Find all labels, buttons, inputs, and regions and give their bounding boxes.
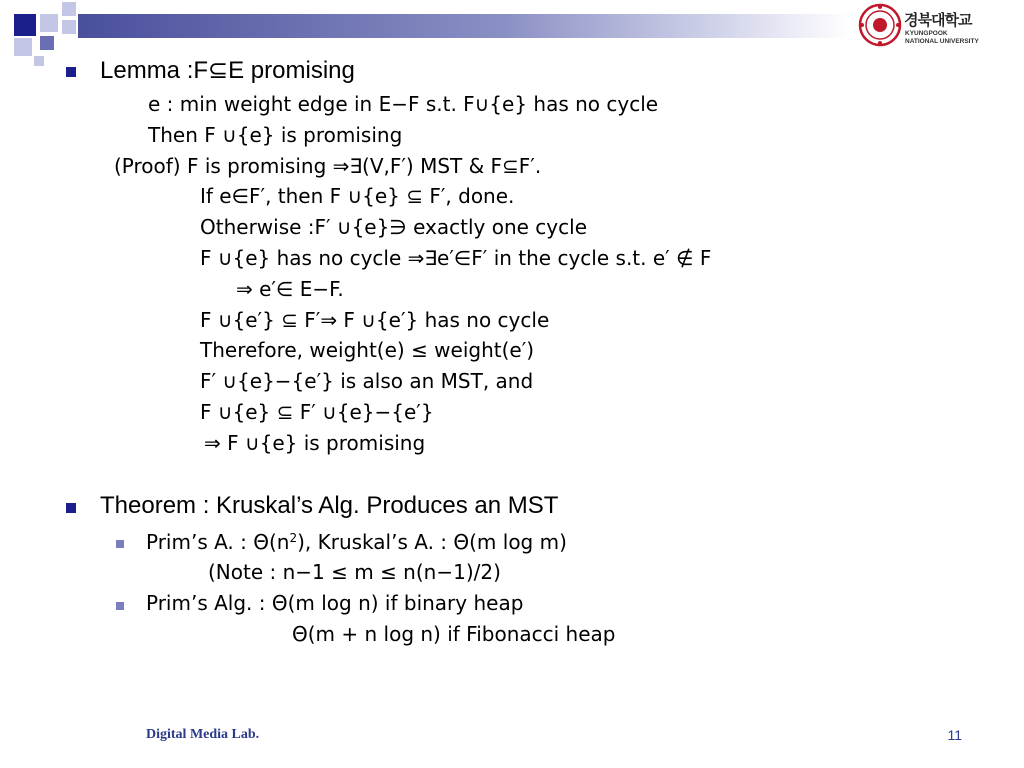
- proof-line: F ∪{e′} ⊆ F′⇒ F ∪{e′} has no cycle: [200, 308, 550, 332]
- university-logo: [858, 3, 978, 49]
- theorem-heading: Theorem : Kruskal’s Alg. Produces an MST: [100, 492, 559, 519]
- page-number: 11: [947, 727, 962, 743]
- proof-line: F ∪{e} ⊆ F′ ∪{e}−{e′}: [200, 400, 434, 424]
- proof-line: (Proof) F is promising ⇒∃(V,F′) MST & F⊆F′.: [114, 154, 542, 178]
- header-square: [14, 38, 32, 56]
- logo-english-name-line2: NATIONAL UNIVERSITY: [905, 38, 979, 45]
- proof-line: Therefore, weight(e) ≤ weight(e′): [200, 338, 535, 362]
- header-gradient-bar: [78, 14, 850, 38]
- proof-line: F ∪{e} has no cycle ⇒∃e′∈F′ in the cycle s.t. e′ ∉ F: [200, 246, 712, 270]
- lemma-heading: Lemma :F⊆E promising: [100, 57, 355, 84]
- complexity-line: [146, 530, 567, 554]
- proof-line: If e∈F′, then F ∪{e} ⊆ F′, done.: [200, 184, 515, 208]
- bullet-square: [66, 503, 76, 513]
- proof-line: Otherwise :F′ ∪{e}∋ exactly one cycle: [200, 215, 587, 239]
- proof-line: ⇒ F ∪{e} is promising: [204, 431, 426, 455]
- header-square: [34, 56, 44, 66]
- footer-lab-name: Digital Media Lab.: [146, 727, 260, 742]
- prim-complexity-part1: Prim’s A. : Θ(n: [146, 530, 290, 554]
- prim-complexity-part2: ), Kruskal’s A. : Θ(m log m): [297, 530, 567, 554]
- prim-alg-line: Prim’s Alg. : Θ(m log n) if binary heap: [146, 591, 524, 615]
- header-square: [62, 20, 76, 34]
- header-square: [62, 2, 76, 16]
- logo-korean-name: 경북대학교: [904, 11, 972, 29]
- proof-line: Then F ∪{e} is promising: [148, 123, 403, 147]
- sub-bullet-square: [116, 602, 124, 610]
- logo-english-name-line1: KYUNGPOOK: [905, 30, 948, 37]
- proof-line: e : min weight edge in E−F s.t. F∪{e} has no cycle: [148, 92, 659, 116]
- sub-bullet-square: [116, 540, 124, 548]
- note-line: (Note : n−1 ≤ m ≤ n(n−1)/2): [208, 560, 501, 584]
- proof-line: F′ ∪{e}−{e′} is also an MST, and: [200, 369, 534, 393]
- bullet-square: [66, 67, 76, 77]
- university-seal-icon: [858, 3, 902, 47]
- proof-line: ⇒ e′∈ E−F.: [236, 277, 344, 301]
- fibonacci-line: Θ(m + n log n) if Fibonacci heap: [292, 622, 616, 646]
- header-square: [40, 36, 54, 50]
- header-square: [14, 14, 36, 36]
- exponent: 2: [289, 531, 298, 545]
- header-square: [40, 14, 58, 32]
